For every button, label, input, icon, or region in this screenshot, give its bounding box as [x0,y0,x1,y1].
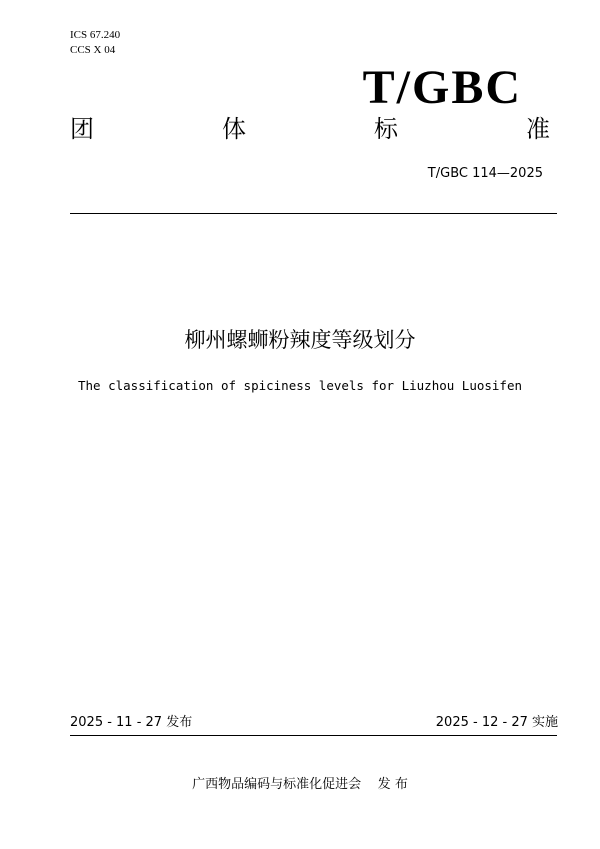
ccs-code: CCS X 04 [70,44,116,56]
publish-date: 2025 - 11 - 27 发布 [70,715,193,730]
classification-codes [70,28,120,58]
ics-code: ICS 67.240 [70,29,121,41]
document-title-chinese: 柳州螺蛳粉辣度等级划分 [184,328,416,352]
standard-type-char: 体 [222,115,246,143]
footer-divider [70,735,557,736]
standard-type-char: 团 [70,115,94,143]
standard-type-char: 准 [526,115,550,143]
implement-date: 2025 - 12 - 27 实施 [435,715,558,730]
standard-type-char: 标 [374,115,398,143]
standard-number: T/GBC 114—2025 [427,166,543,181]
document-title-english: The classification of spiciness levels for Liuzhou Luosifen [77,378,522,393]
standard-type [70,112,550,146]
header-divider [70,213,557,214]
issuing-organization: 广西物品编码与标准化促进会 发 布 [192,777,408,792]
standard-logo: T/GBC [362,61,522,114]
